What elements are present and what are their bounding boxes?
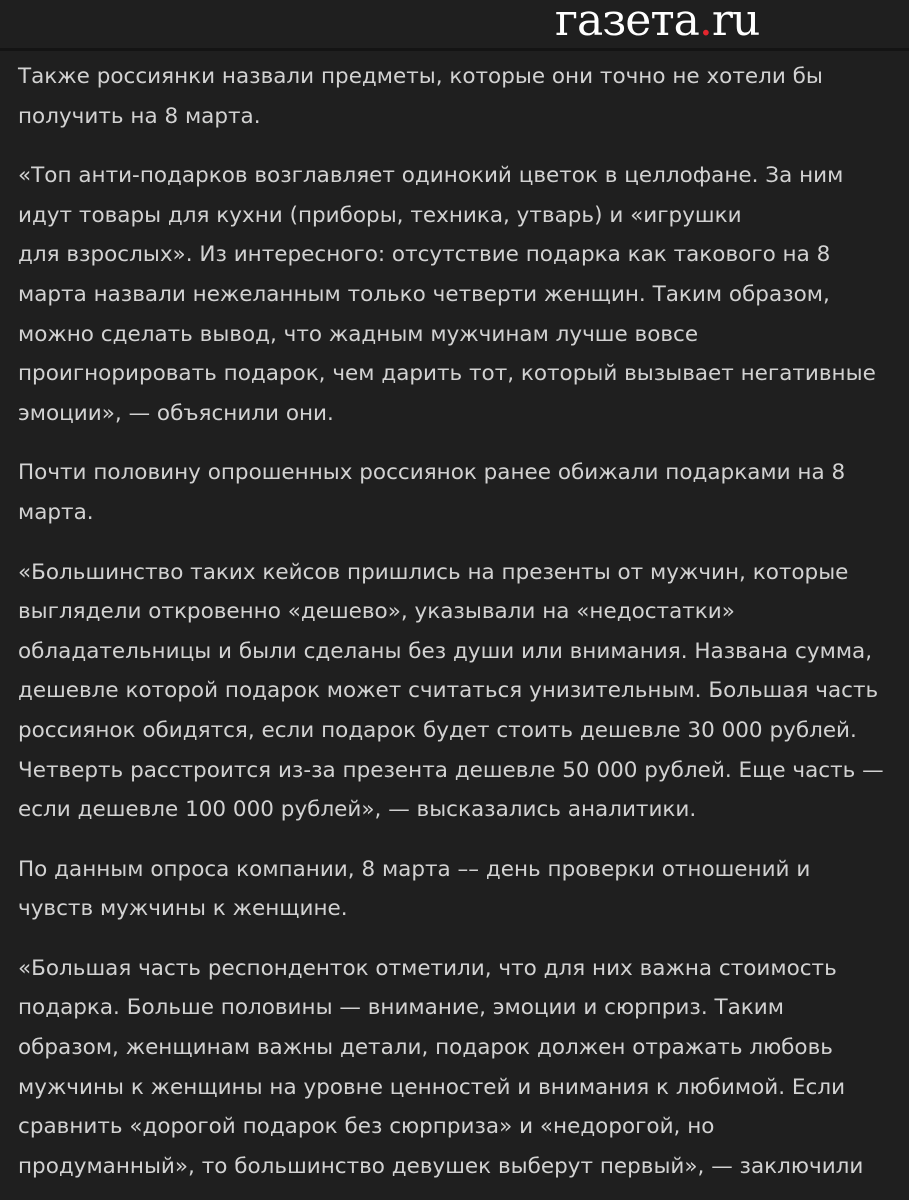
article-paragraph — [18, 850, 891, 929]
paragraph-line: марта. — [18, 499, 94, 525]
paragraph-line: Почти половину опрошенных россиянок ранее обижали подарками на 8 — [18, 460, 846, 486]
paragraph-line: обладательницы и были сделаны без души или внимания. Названа сумма, — [18, 638, 873, 664]
paragraph-line: образом, женщинам важны детали, подарок должен отражать любовь — [18, 1035, 833, 1061]
logo-dot: . — [698, 0, 712, 46]
logo-text: газета — [555, 0, 699, 46]
paragraph-line: Четверть расстроится из-за презента дешевле 50 000 рублей. Еще часть — — [18, 757, 884, 783]
paragraph-line: «Топ анти-подарков возглавляет одинокий цветок в целлофане. За ним — [18, 163, 844, 189]
paragraph-line: марта назвали нежеланным только четверти женщин. Таким образом, — [18, 281, 830, 307]
paragraph-line: мужчины к женщины на уровне ценностей и внимания к любимой. Если — [18, 1074, 846, 1100]
paragraph-line: можно сделать вывод, что жадным мужчинам лучше вовсе — [18, 321, 699, 347]
paragraph-line: получить на 8 марта. — [18, 103, 261, 129]
article-paragraph — [18, 156, 891, 433]
logo-tld: ru — [711, 0, 760, 46]
paragraph-line: дешевле которой подарок может считаться унизительным. Большая часть — [18, 678, 879, 704]
site-header — [0, 0, 909, 51]
article-paragraph — [18, 453, 891, 532]
paragraph-line: сравнить «дорогой подарок без сюрприза» и «недорогой, но — [18, 1114, 715, 1140]
paragraph-line: «Большая часть респонденток отметили, что для них важна стоимость — [18, 955, 837, 981]
article-paragraph — [18, 57, 891, 136]
paragraph-line: продуманный», то большинство девушек выберут первый», — заключили — [18, 1153, 864, 1179]
article-paragraph — [18, 553, 891, 830]
paragraph-line: выглядели откровенно «дешево», указывали на «недостатки» — [18, 599, 735, 625]
paragraph-line: идут товары для кухни (приборы, техника, утварь) и «игрушки — [18, 202, 742, 228]
paragraph-line: чувств мужчины к женщине. — [18, 896, 348, 922]
paragraph-line: По данным опроса компании, 8 марта –– день проверки отношений и — [18, 856, 811, 882]
paragraph-line: для взрослых». Из интересного: отсутствие подарка как такового на 8 — [18, 242, 831, 268]
article-body — [0, 51, 909, 1186]
paragraph-line: «Большинство таких кейсов пришлись на презенты от мужчин, которые — [18, 559, 849, 585]
paragraph-line: эмоции», — объяснили они. — [18, 400, 334, 426]
paragraph-line: подарка. Больше половины — внимание, эмоции и сюрприз. Таким — [18, 995, 784, 1021]
article-paragraph — [18, 949, 891, 1187]
paragraph-line: если дешевле 100 000 рублей», — высказались аналитики. — [18, 797, 697, 823]
paragraph-line: россиянок обидятся, если подарок будет стоить дешевле 30 000 рублей. — [18, 717, 857, 743]
paragraph-line: Также россиянки назвали предметы, которые они точно не хотели бы — [18, 64, 823, 89]
paragraph-line: проигнорировать подарок, чем дарить тот, который вызывает негативные — [18, 361, 876, 387]
site-logo[interactable] — [555, 0, 759, 46]
